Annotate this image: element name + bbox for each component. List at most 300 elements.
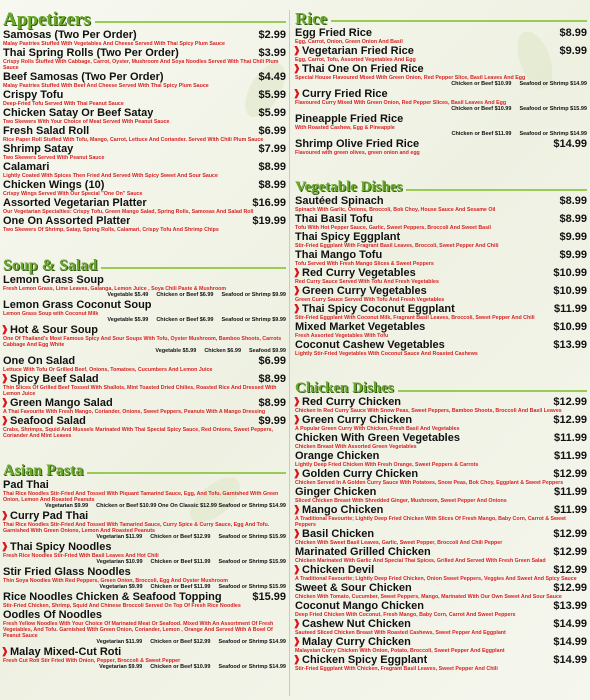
item-name-row	[295, 504, 587, 516]
item-price: $8.99	[559, 195, 587, 207]
menu-item	[3, 373, 286, 397]
chili-pepper-icon: ❱	[1, 396, 9, 407]
menu-item	[3, 355, 286, 373]
price-option: Seafood or Shrimp $15.99	[218, 584, 286, 591]
menu-item	[295, 27, 587, 45]
item-name: Mango Chicken	[302, 504, 384, 516]
menu-item	[3, 415, 286, 439]
price-option: Chicken or Beef $11.99	[150, 559, 211, 566]
item-name-row	[295, 468, 587, 480]
item-price: $10.99	[553, 321, 587, 333]
item-description: Fresh Yellow Noodles With Your Choice Of Marinated Meat Or Seafood. Mixed With An Assortment Of Fresh Vegetables, And Tofu. Garnished With Green Onion, Coriander, Lemon , Orange And Served With A Bowl Of Peanut Sauce	[3, 621, 274, 640]
menu-item	[3, 125, 286, 143]
item-price: $14.99	[553, 654, 587, 666]
item-description: Rice Paper Roll Stuffed With Tofu, Mango, Carrot, Lettuce And Coriander. Served With Chili Plum Sauce	[3, 137, 264, 143]
item-name: Assorted Vegetarian Platter	[3, 197, 147, 209]
menu-item	[295, 321, 587, 339]
chili-pepper-icon: ❱	[293, 636, 301, 646]
item-name: Ginger Chicken	[295, 486, 377, 498]
price-option: Vegetable $5.99	[155, 347, 197, 354]
item-name: Thai Spring Rolls (Two Per Order)	[3, 47, 179, 59]
item-name-row	[295, 138, 587, 150]
item-price: $9.99	[559, 231, 587, 243]
item-name: Basil Chicken	[302, 528, 375, 540]
item-description: Spinach With Garlic, Onions, Broccoli, Bok Choy, House Sauce And Sesame Oil	[295, 207, 496, 213]
item-name-row	[295, 231, 587, 243]
item-price: $6.99	[258, 354, 286, 367]
menu-item	[3, 161, 286, 179]
item-description: Chicken Marinated With Garlic And Special Thai Spices, Grilled And Served With Fresh Green Salad	[295, 558, 546, 564]
item-name: Chicken Satay Or Beef Satay	[3, 107, 154, 119]
item-description: Two Skewers With Your Choice of Meat Served With Peanut Sauce	[3, 119, 170, 125]
price-option: Vegetable $5.49	[107, 291, 149, 298]
item-price-options	[3, 664, 286, 671]
chili-pepper-icon: ❱	[1, 510, 9, 521]
item-price-options	[3, 639, 286, 646]
item-description: Lettuce With Tofu Or Grilled Beef, Onions, Tomatoes, Cucumbers And Lemon Juice	[3, 366, 213, 373]
item-name-row	[3, 179, 286, 191]
item-description: Stir-Fried Eggplant With Coconut Milk, Fragrant Basil Leaves, Broccoli, Sweet Pepper And Chili	[295, 315, 535, 321]
item-price: $13.99	[553, 339, 587, 351]
item-name-row	[3, 355, 286, 367]
item-price: $11.99	[553, 504, 587, 516]
chicken-dishes-section	[295, 381, 587, 672]
item-name-row	[295, 600, 587, 612]
appetizers-section	[3, 10, 286, 233]
menu-item	[3, 71, 286, 89]
item-price: $11.99	[553, 432, 587, 444]
item-name: Thai One On Fried Rice	[302, 63, 424, 75]
price-option: Vegetarian $9.99	[45, 503, 89, 510]
item-name-row	[295, 285, 587, 297]
menu-item	[295, 528, 587, 546]
item-price: $7.99	[258, 143, 286, 155]
item-name: Fresh Salad Roll	[3, 125, 90, 137]
item-price-options	[3, 292, 286, 299]
menu-item	[295, 303, 587, 321]
item-name: Golden Curry Chicken	[302, 468, 419, 480]
item-description: Stir-Fried Eggplant With Fragrant Basil Leaves, Broccoli, Sweet Pepper And Chili	[295, 243, 499, 249]
price-option: Vegetarian $9.99	[99, 584, 143, 591]
item-name-row	[295, 213, 587, 225]
item-description: Flavoured with green olives, green onion and egg	[295, 150, 420, 156]
item-description: Flavoured Curry Mixed With Green Onion, Red Pepper Slices, Basil Leaves And Egg	[295, 100, 507, 106]
price-option: Chicken or Beef $6.99	[156, 291, 214, 298]
item-name-row	[295, 45, 587, 57]
chili-pepper-icon: ❱	[293, 63, 301, 73]
item-description: Red Curry Sauce Served With Tofu And Fresh Vegetables	[295, 279, 439, 285]
item-price: $12.99	[553, 546, 587, 558]
item-name: Stir Fried Glass Noodles	[3, 566, 131, 579]
item-name: One On Assorted Platter	[3, 215, 131, 227]
menu-item	[295, 45, 587, 63]
menu-item	[295, 582, 587, 600]
item-name-row	[295, 267, 587, 279]
section-title: Vegetable Dishes	[295, 179, 403, 195]
menu-item	[295, 213, 587, 231]
item-name-row	[295, 88, 587, 100]
item-price: $10.99	[553, 267, 587, 279]
item-price: $9.99	[559, 45, 587, 57]
item-description: Chicken Served In A Golden Curry Sauce With Potatoes, Snow Peas, Bok Choy, Eggplant & Sweet Peppers	[295, 480, 564, 486]
item-name-row	[295, 396, 587, 408]
item-name-row	[3, 71, 286, 83]
item-description: Stir-Fried Chicken, Shrimp, Squid And Chinese Broccoli Served On Top Of Fresh Rice Noodles	[3, 603, 241, 610]
item-name-row	[295, 528, 587, 540]
item-name: Sautéed Spinach	[295, 195, 384, 207]
item-description: Deep-Fried Tofu Served With Thai Peanut Sauce	[3, 101, 124, 107]
menu-item	[295, 432, 587, 450]
price-option: Seafood or Shrimp $15.99	[218, 534, 286, 541]
chili-pepper-icon: ❱	[1, 646, 9, 657]
menu-item	[295, 285, 587, 303]
item-name: Curry Fried Rice	[302, 88, 388, 100]
price-option: Chicken or Beef $11.99	[150, 584, 211, 591]
item-name: Thai Spicy Eggplant	[295, 231, 401, 243]
chili-pepper-icon: ❱	[293, 564, 301, 574]
item-name-row	[295, 564, 587, 576]
item-name-row	[3, 479, 286, 491]
item-description: Thai Rice Noodles Stir-Fried And Tossed With Tamarind Sauce, Curry Spice & Curry Sauce, Egg And Tofu. Garnished With Green Onions, Lemon And Roasted Peanuts	[3, 522, 270, 535]
pasta-header	[3, 463, 286, 479]
item-description: Tofu Served With Fresh Mango Slices & Sweet Peppers	[295, 261, 434, 267]
menu-item	[3, 107, 286, 125]
item-description: Fresh Assorted Vegetables With Tofu	[295, 333, 389, 339]
item-description: Stir-Fried Eggplant With Chicken, Fragrant Basil Leaves, Sweet Pepper And Chili	[295, 666, 498, 672]
item-name-row	[3, 324, 286, 336]
item-description: Crabs, Shrimps, Squid And Mussels Marinated With Thai Special Spicy Sauce, Red Onions, Sweet Peppers, Coriander And Mint Leaves	[3, 426, 273, 439]
menu-item	[295, 414, 587, 432]
rice-header	[295, 10, 587, 27]
item-name: Chicken Devil	[302, 564, 375, 576]
item-name: Thai Spicy Noodles	[10, 541, 112, 554]
item-name: Crispy Tofu	[3, 89, 64, 101]
item-description: Egg, Carrot, Tofu, Assorted Vegetables And Egg	[295, 57, 416, 63]
item-description: Lightly Coated With Spices Then Fried And Served With Spicy Sweet And Sour Sauce	[3, 173, 218, 179]
item-name-row	[3, 107, 286, 119]
item-name: Mixed Market Vegetables	[295, 321, 426, 333]
item-price: $16.99	[252, 197, 286, 209]
item-name: Chicken Wings (10)	[3, 179, 105, 191]
section-rule	[95, 21, 286, 23]
right-column	[295, 10, 587, 700]
item-name-row	[3, 609, 286, 621]
menu-item	[3, 143, 286, 161]
menu-item	[295, 88, 587, 113]
item-description: Malaysian Curry Chicken With Onion, Potato, Broccoli, Sweet Pepper And Eggplant	[295, 648, 505, 654]
item-price: $14.99	[553, 138, 587, 150]
menu-item	[295, 267, 587, 285]
item-name-row	[295, 450, 587, 462]
item-price: $8.99	[559, 27, 587, 39]
item-description: Crispy Wings Served With Our Special "One On" Sauce	[3, 191, 143, 197]
item-name-row	[3, 125, 286, 137]
item-name: Shrimp Satay	[3, 143, 74, 155]
price-option: Seafood or Shrimp $14.99	[519, 131, 587, 137]
item-price: $9.99	[258, 414, 286, 427]
price-option: Vegetable $5.99	[107, 316, 149, 323]
chili-pepper-icon: ❱	[293, 654, 301, 664]
item-name-row	[3, 299, 286, 311]
item-description: Chicken In Red Curry Sauce With Snow Peas, Sweet Peppers, Bamboo Shoots, Broccoli And Basil Leaves	[295, 408, 562, 414]
item-name: Calamari	[3, 161, 50, 173]
price-option: Chicken or Beef $12.99	[150, 534, 211, 541]
item-description: Special House Flavoured Mixed With Green Onion, Red Pepper Slice, Basil Leaves And Egg	[295, 75, 526, 81]
item-name: Green Curry Chicken	[302, 414, 413, 426]
item-name: Marinated Grilled Chicken	[295, 546, 431, 558]
item-name: Lemon Grass Coconut Soup	[3, 298, 152, 311]
item-price: $2.99	[258, 29, 286, 41]
item-name-row	[295, 321, 587, 333]
menu-item	[295, 450, 587, 468]
section-title: Asian Pasta	[3, 462, 84, 480]
menu-item	[295, 63, 587, 88]
price-option: Seafood or Shrimp $14.99	[218, 664, 286, 671]
item-price: $5.99	[258, 107, 286, 119]
item-description: Green Curry Sauce Served With Tofu And Fresh Vegetables	[295, 297, 445, 303]
item-description: Two Skewers Served With Peanut Sauce	[3, 155, 105, 161]
chili-pepper-icon: ❱	[1, 414, 9, 425]
section-rule	[398, 390, 587, 392]
price-option: Seafood or Shrimp $15.99	[519, 106, 587, 112]
item-price: $3.99	[258, 47, 286, 59]
price-option: Vegetarian $10.99	[96, 559, 143, 566]
section-rule	[101, 267, 286, 269]
item-price-options	[3, 559, 286, 566]
item-price: $13.99	[553, 600, 587, 612]
item-name-row	[295, 195, 587, 207]
item-name-row	[3, 47, 286, 59]
chili-pepper-icon: ❱	[1, 372, 9, 383]
menu-item	[3, 274, 286, 299]
rice-section	[295, 10, 587, 156]
asian-pasta-section	[3, 463, 286, 671]
item-name-row	[295, 546, 587, 558]
item-name-row	[295, 654, 587, 666]
item-price: $8.99	[258, 179, 286, 191]
item-price-options	[295, 81, 587, 88]
item-price: $8.99	[258, 161, 286, 173]
menu-item	[295, 654, 587, 672]
price-option: Chicken or Beef $10.99 One On Classic $12.99 Seafood or Shrimp $14.99	[96, 503, 286, 510]
item-price-options	[3, 317, 286, 324]
item-description: A Thai Favourite With Fresh Mango, Coriander, Onions, Sweet Peppers, Peanuts With A Mango Dressing	[3, 408, 266, 415]
chili-pepper-icon: ❱	[293, 45, 301, 55]
item-description: Deep Fried Chicken With Coconut, Fresh Mango, Baby Corn, Carrot And Sweet Peppers	[295, 612, 516, 618]
item-description: Fresh Lemon Grass, Lime Leaves, Galanga, Lemon Juice , Soya Chili Paste & Mushroom	[3, 285, 227, 292]
item-description: Tofu With Hot Pepper Sauce, Garlic, Sweet Peppers, Broccoli And Sweet Basil	[295, 225, 491, 231]
price-option: Chicken or Beef $12.99	[150, 639, 211, 646]
menu-item	[295, 396, 587, 414]
price-option: Chicken or Beef $6.99	[156, 316, 214, 323]
chili-pepper-icon: ❱	[293, 396, 301, 406]
item-price: $14.99	[553, 636, 587, 648]
menu-item	[295, 564, 587, 582]
item-name: Samosas (Two Per Order)	[3, 29, 137, 41]
item-description: Fresh Cut Roti Stir Fried With Onion, Pepper, Broccoli & Sweet Pepper	[3, 658, 181, 665]
chili-pepper-icon: ❱	[1, 323, 9, 334]
column-divider	[289, 10, 290, 696]
item-description: Sauteed Sliced Chicken Breast With Roasted Cashews, Sweet Pepper And Eggplant	[295, 630, 506, 636]
item-name: Egg Fried Rice	[295, 27, 373, 39]
menu-item	[295, 546, 587, 564]
menu-item	[3, 47, 286, 71]
item-price: $12.99	[553, 564, 587, 576]
menu-item	[3, 89, 286, 107]
item-price: $12.99	[553, 582, 587, 594]
section-rule	[87, 472, 286, 474]
menu-item	[295, 113, 587, 138]
section-rule	[406, 189, 587, 191]
menu-item	[3, 215, 286, 233]
item-name: Sweet & Sour Chicken	[295, 582, 412, 594]
item-name-row	[3, 397, 286, 409]
menu-item	[295, 138, 587, 156]
item-price: $12.99	[553, 396, 587, 408]
menu-item	[3, 299, 286, 324]
section-title: Soup & Salad	[3, 256, 98, 274]
item-price: $8.99	[559, 213, 587, 225]
item-name: Thai Spicy Coconut Eggplant	[302, 303, 455, 315]
item-name-row	[295, 339, 587, 351]
menu-item	[295, 468, 587, 486]
price-option: Chicken or Beef $10.99	[451, 81, 512, 87]
menu-item	[3, 609, 286, 646]
menu-item	[295, 249, 587, 267]
menu-item	[3, 646, 286, 671]
item-name-row	[3, 566, 286, 578]
menu-item	[295, 231, 587, 249]
item-name: Malay Curry Chicken	[302, 636, 411, 648]
item-name: Cashew Nut Chicken	[302, 618, 411, 630]
item-price: $11.99	[553, 486, 587, 498]
item-description: Our Vegetarian Specialties: Crispy Tofu, Green Mango Salad, Spring Rolls, Samosas And Salad Roll	[3, 209, 254, 215]
item-price: $4.49	[258, 71, 286, 83]
item-price-options	[295, 106, 587, 113]
item-price: $14.99	[553, 618, 587, 630]
item-description: With Roasted Cashew, Egg & Pineapple	[295, 125, 395, 131]
section-title: Appetizers	[3, 9, 91, 30]
item-price: $12.99	[553, 414, 587, 426]
menu-item	[3, 397, 286, 415]
menu-item	[3, 197, 286, 215]
chicken-header	[295, 381, 587, 396]
price-option: Vegetarian $9.99	[99, 664, 143, 671]
item-description: Chicken With Sweet Basil Leaves, Garlic, Sweet Pepper, Broccoli And Chili Pepper	[295, 540, 503, 546]
item-price: $19.99	[252, 215, 286, 227]
item-name: One On Salad	[3, 354, 76, 367]
price-option: Seafood or Shrimp $9.99	[221, 291, 286, 298]
item-name: Pad Thai	[3, 479, 49, 492]
section-title: Rice	[295, 9, 328, 28]
price-option: Chicken or Beef $11.99	[451, 131, 512, 137]
item-name-row	[3, 646, 286, 658]
menu-item	[3, 591, 286, 609]
menu-item	[3, 29, 286, 47]
chili-pepper-icon: ❱	[293, 468, 301, 478]
item-name: Chicken With Green Vegetables	[295, 432, 460, 444]
item-name-row	[3, 89, 286, 101]
item-description: Lemon Grass Soup with Coconut Milk	[3, 310, 99, 317]
item-price: $12.99	[553, 468, 587, 480]
chili-pepper-icon: ❱	[293, 528, 301, 538]
item-name: Red Curry Vegetables	[302, 267, 416, 279]
item-name-row	[295, 432, 587, 444]
item-name: Green Curry Vegetables	[302, 285, 427, 297]
item-name-row	[3, 510, 286, 522]
item-name: Thai Basil Tofu	[295, 213, 374, 225]
item-description: One Of Thailand's Most Famous Spicy And Sour Soups With Tofu, Oyster Mushroom, Bamboo Shoots, Carrots Cabbage And Egg White	[3, 335, 282, 348]
price-option: Chicken $6.99	[204, 347, 241, 354]
item-price: $15.99	[252, 591, 286, 604]
item-price-options	[295, 131, 587, 138]
item-name: Rice Noodles Chicken & Seafood Topping	[3, 591, 222, 604]
item-price: $8.99	[258, 372, 286, 385]
price-option: Seafood $9.99	[249, 347, 286, 354]
item-price-options	[3, 503, 286, 510]
item-description: Thin Soya Noodles With Red Peppers, Green Onion, Broccoli, Egg And Oyster Mushroom	[3, 578, 228, 585]
item-name-row	[295, 113, 587, 125]
price-option: Vegetarian $11.99	[96, 639, 143, 646]
item-name: Chicken Spicy Eggplant	[302, 654, 428, 666]
item-name: Seafood Salad	[10, 414, 86, 427]
price-option: Seafood or Shrimp $9.99	[221, 316, 286, 323]
item-name: Orange Chicken	[295, 450, 380, 462]
menu-item	[3, 541, 286, 566]
item-name: Malay Mixed-Cut Roti	[10, 646, 122, 659]
item-name-row	[295, 414, 587, 426]
item-price: $10.99	[553, 285, 587, 297]
item-description: A Traditional Favourite; Lightly Deep Fried Chicken, Onion Sweet Peppers, Veggies And Sweet And Spicy Sauce	[295, 576, 577, 582]
item-name-row	[295, 249, 587, 261]
item-name: Coconut Mango Chicken	[295, 600, 424, 612]
soup-header	[3, 258, 286, 274]
item-name-row	[295, 618, 587, 630]
item-description: Egg, Carrot, Onion, Green Onion And Basil	[295, 39, 403, 45]
item-price: $6.99	[258, 125, 286, 137]
item-description: Thin Slices Of Grilled Beef Tossed With Shallots, Mint Toasted Dried Chilies, Roasted Rice And Dressed With Lemon Juice	[3, 384, 277, 397]
item-name-row	[3, 215, 286, 227]
item-description: Malay Pastries Stuffed With Beef And Cheese Served With Thai Spicy Plum Sauce	[3, 83, 209, 89]
item-name-row	[3, 274, 286, 286]
item-name: Oodles Of Noodles	[3, 609, 103, 622]
item-name-row	[3, 29, 286, 41]
item-name-row	[295, 636, 587, 648]
vegetable-dishes-section	[295, 180, 587, 357]
item-name: Beef Samosas (Two Per Order)	[3, 71, 164, 83]
menu-item	[295, 636, 587, 654]
menu-item	[3, 566, 286, 591]
item-name: Spicy Beef Salad	[10, 372, 99, 385]
item-description: Thai Rice Noodles Stir-Fried And Tossed With Piquant Tamarind Sauce, Egg, And Tofu. Garnished With Green Onion, Lemon And Roasted Peanuts	[3, 491, 279, 504]
item-name-row	[3, 143, 286, 155]
item-name-row	[3, 161, 286, 173]
price-option: Chicken or Beef $10.99	[150, 664, 211, 671]
appetizers-header	[3, 10, 286, 29]
menu-item	[295, 504, 587, 528]
section-title: Chicken Dishes	[295, 380, 394, 396]
item-name: Thai Mango Tofu	[295, 249, 383, 261]
price-option: Seafood or Shrimp $14.99	[218, 639, 286, 646]
menu-item	[295, 618, 587, 636]
chili-pepper-icon: ❱	[293, 88, 301, 98]
item-name-row	[3, 591, 286, 603]
price-option: Seafood or Shrimp $14.99	[519, 81, 587, 87]
item-price-options	[3, 534, 286, 541]
item-price-options	[3, 348, 286, 355]
item-price: $8.99	[258, 396, 286, 409]
item-name: Lemon Grass Soup	[3, 273, 104, 286]
